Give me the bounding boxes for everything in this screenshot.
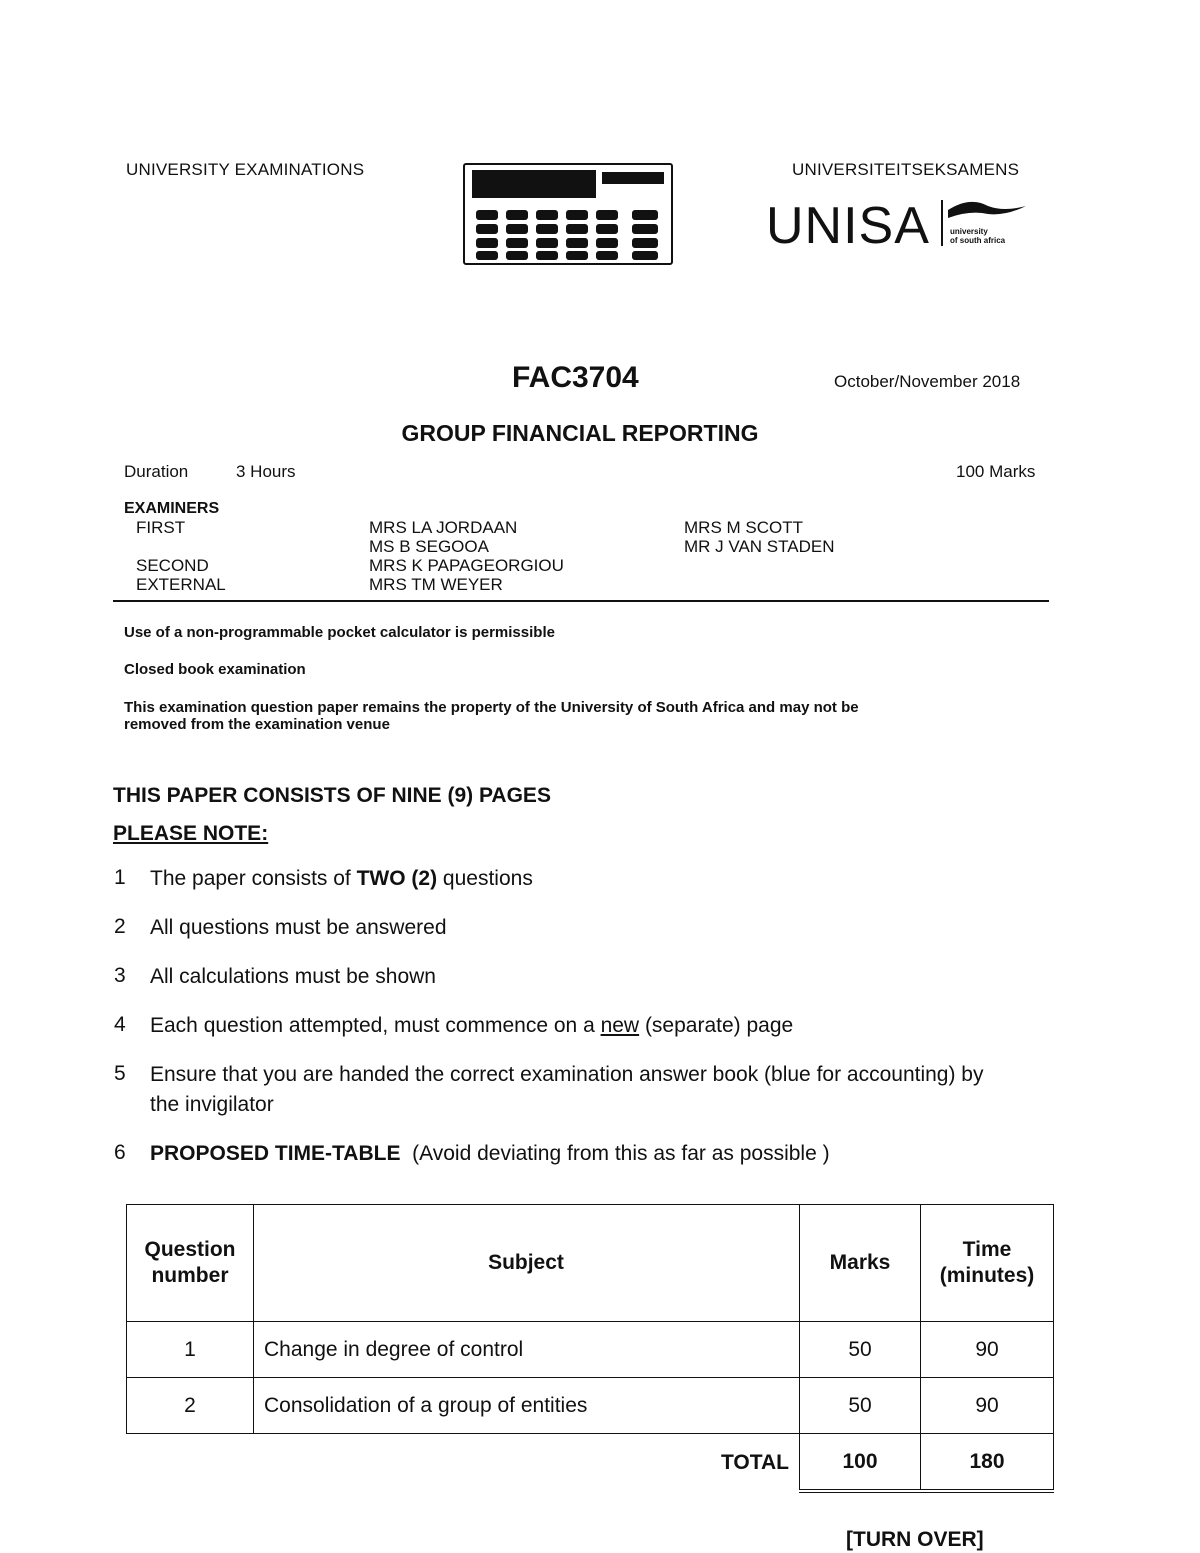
- item-text: Each question attempted, must commence on a new (separate) page: [150, 1014, 794, 1037]
- header-left-text: UNIVERSITY EXAMINATIONS: [126, 160, 365, 179]
- item-text: All calculations must be shown: [150, 965, 436, 988]
- examiner-second-label: SECOND: [136, 556, 209, 575]
- examiners-heading: EXAMINERS: [124, 500, 220, 517]
- examiner-first-2: MS B SEGOOA: [369, 537, 489, 556]
- row-number: 1: [127, 1322, 254, 1378]
- row-marks: 50: [800, 1378, 921, 1434]
- item-number: 3: [114, 964, 126, 987]
- duration-value: 3 Hours: [236, 462, 296, 481]
- note-closed-book: Closed book examination: [124, 661, 306, 678]
- page-count-statement: THIS PAPER CONSISTS OF NINE (9) PAGES: [113, 784, 551, 807]
- item-number: 4: [114, 1013, 126, 1036]
- total-label: TOTAL: [720, 1450, 789, 1474]
- header-subject: Subject: [254, 1205, 800, 1322]
- row-marks: 50: [800, 1322, 921, 1378]
- item-number: 2: [114, 915, 126, 938]
- examiner-first-3: MRS M SCOTT: [684, 518, 803, 537]
- examiner-external-label: EXTERNAL: [136, 575, 226, 594]
- exam-date: October/November 2018: [834, 372, 1021, 391]
- note-calculator: Use of a non-programmable pocket calculator is permissible: [124, 624, 555, 641]
- item-number: 5: [114, 1062, 126, 1085]
- total-marks-value: 100: [800, 1434, 921, 1492]
- duration-label: Duration: [124, 462, 189, 481]
- row-time: 90: [921, 1378, 1054, 1434]
- header-marks: Marks: [800, 1205, 921, 1322]
- row-time: 90: [921, 1322, 1054, 1378]
- row-number: 2: [127, 1378, 254, 1434]
- unisa-logo-subtitle: university of south africa: [950, 227, 1006, 245]
- table-total-row: [127, 1434, 1054, 1492]
- unisa-logo-text: UNISA: [766, 197, 930, 255]
- header-question-number: Question number: [127, 1205, 254, 1322]
- turn-over-footer: [TURN OVER]: [846, 1528, 984, 1551]
- examiner-first-4: MR J VAN STADEN: [684, 537, 835, 556]
- note-property: This examination question paper remains the property of the University of South Africa and may not be removed from the examination venue: [124, 699, 859, 733]
- item-text: Ensure that you are handed the correct examination answer book (blue for accounting) by the invigilator: [150, 1063, 984, 1116]
- table-row: [127, 1378, 1054, 1434]
- header-right-text: UNIVERSITEITSEKSAMENS: [792, 160, 1020, 179]
- table-row: [127, 1322, 1054, 1378]
- header-divider: [113, 600, 1049, 602]
- examiner-second-value: MRS K PAPAGEORGIOU: [369, 556, 564, 575]
- item-text: The paper consists of TWO (2) questions: [150, 867, 533, 890]
- row-subject: Consolidation of a group of entities: [254, 1378, 800, 1434]
- item-text: All questions must be answered: [150, 916, 447, 939]
- total-marks: 100 Marks: [956, 462, 1036, 481]
- exam-title: GROUP FINANCIAL REPORTING: [401, 420, 759, 446]
- please-note-heading: PLEASE NOTE:: [113, 822, 269, 845]
- examiner-first-label: FIRST: [136, 518, 186, 537]
- row-subject: Change in degree of control: [254, 1322, 800, 1378]
- header-time: Time (minutes): [921, 1205, 1054, 1322]
- item-number: 1: [114, 866, 126, 889]
- total-time-value: 180: [921, 1434, 1054, 1492]
- item-number: 6: [114, 1141, 126, 1164]
- calculator-icon: [462, 158, 674, 266]
- examiner-external-value: MRS TM WEYER: [369, 575, 503, 594]
- item-text: PROPOSED TIME-TABLE (Avoid deviating from this as far as possible ): [150, 1142, 830, 1165]
- table-header-row: [127, 1205, 1054, 1322]
- timetable-table: [126, 1204, 1054, 1493]
- examiner-first-1: MRS LA JORDAAN: [369, 518, 518, 537]
- course-code: FAC3704: [512, 361, 639, 394]
